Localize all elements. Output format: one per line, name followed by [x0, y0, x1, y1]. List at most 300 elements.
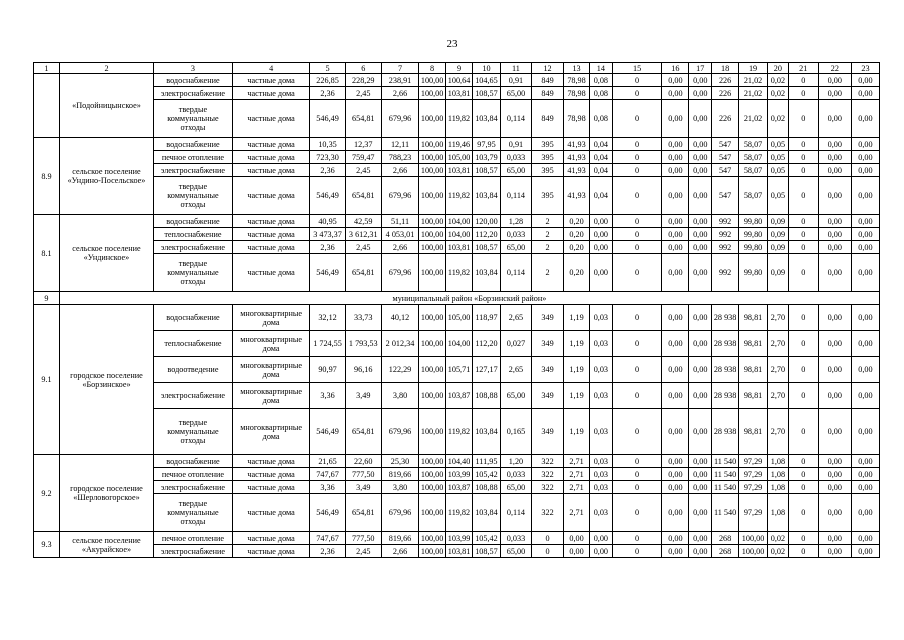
value-cell: 118,97 [472, 305, 500, 331]
value-cell: 100,00 [419, 455, 446, 468]
value-cell: 0,04 [589, 151, 612, 164]
value-cell: 349 [532, 383, 564, 409]
district-number: 9 [34, 292, 60, 305]
service-type: электроснабжение [154, 164, 233, 177]
value-cell: 100,00 [419, 357, 446, 383]
value-cell: 322 [532, 468, 564, 481]
table-body [34, 63, 880, 558]
value-cell: 1,28 [500, 215, 531, 228]
value-cell: 103,79 [472, 151, 500, 164]
value-cell: 0,00 [662, 254, 689, 292]
value-cell: 0,00 [662, 468, 689, 481]
value-cell: 0,04 [589, 138, 612, 151]
value-cell: 0,00 [662, 241, 689, 254]
housing-type: многоквартирные дома [232, 383, 310, 409]
value-cell: 723,30 [310, 151, 345, 164]
value-cell: 0,09 [768, 254, 789, 292]
value-cell: 0 [612, 215, 662, 228]
settlement-name: городское поселение «Борзинское» [59, 305, 153, 455]
value-cell: 0 [612, 545, 662, 558]
value-cell: 119,82 [446, 254, 473, 292]
value-cell: 679,96 [381, 409, 418, 455]
value-cell: 0,00 [662, 481, 689, 494]
value-cell: 0,00 [851, 468, 879, 481]
column-number: 1 [34, 63, 60, 74]
value-cell: 0,00 [818, 151, 851, 164]
value-cell: 0,03 [589, 357, 612, 383]
service-type: печное отопление [154, 151, 233, 164]
value-cell: 395 [532, 138, 564, 151]
service-type: водоотведение [154, 357, 233, 383]
value-cell: 546,49 [310, 177, 345, 215]
value-cell: 2,45 [345, 545, 381, 558]
value-cell: 105,42 [472, 468, 500, 481]
value-cell: 2,66 [381, 241, 418, 254]
value-cell: 103,81 [446, 164, 473, 177]
housing-type: многоквартирные дома [232, 357, 310, 383]
value-cell: 1,19 [564, 383, 590, 409]
value-cell: 3,36 [310, 383, 345, 409]
row-number: 8.9 [34, 138, 60, 215]
value-cell: 679,96 [381, 100, 418, 138]
value-cell: 100,00 [419, 228, 446, 241]
value-cell: 0,09 [768, 241, 789, 254]
value-cell: 0,00 [818, 228, 851, 241]
value-cell: 0,00 [662, 455, 689, 468]
housing-type: частные дома [232, 254, 310, 292]
value-cell: 0,033 [500, 532, 531, 545]
column-number: 22 [818, 63, 851, 74]
value-cell: 104,00 [446, 331, 473, 357]
value-cell: 2,65 [500, 305, 531, 331]
value-cell: 100,64 [446, 74, 473, 87]
value-cell: 849 [532, 74, 564, 87]
value-cell: 2,36 [310, 241, 345, 254]
value-cell: 11 540 [712, 455, 739, 468]
value-cell: 0 [788, 138, 818, 151]
value-cell: 98,81 [739, 383, 768, 409]
value-cell: 0,00 [689, 468, 712, 481]
district-row [34, 292, 880, 305]
value-cell: 2,70 [768, 331, 789, 357]
column-number-row [34, 63, 880, 74]
service-type: твердые коммунальные отходы [154, 177, 233, 215]
value-cell: 103,81 [446, 241, 473, 254]
value-cell: 849 [532, 87, 564, 100]
value-cell: 2,71 [564, 468, 590, 481]
service-type: электроснабжение [154, 545, 233, 558]
district-title: муниципальный район «Борзинский район» [59, 292, 879, 305]
value-cell: 654,81 [345, 254, 381, 292]
value-cell: 547 [712, 151, 739, 164]
value-cell: 1,19 [564, 305, 590, 331]
value-cell: 65,00 [500, 545, 531, 558]
settlement-name: городское поселение «Шерловогорское» [59, 455, 153, 532]
value-cell: 65,00 [500, 481, 531, 494]
value-cell: 100,00 [419, 138, 446, 151]
value-cell: 322 [532, 481, 564, 494]
value-cell: 0,033 [500, 228, 531, 241]
value-cell: 3,36 [310, 481, 345, 494]
value-cell: 105,00 [446, 305, 473, 331]
column-number: 15 [612, 63, 662, 74]
value-cell: 120,00 [472, 215, 500, 228]
value-cell: 100,00 [419, 494, 446, 532]
service-type: теплоснабжение [154, 331, 233, 357]
service-type: водоснабжение [154, 305, 233, 331]
value-cell: 0,00 [818, 357, 851, 383]
column-number: 14 [589, 63, 612, 74]
value-cell: 103,87 [446, 481, 473, 494]
value-cell: 0 [612, 254, 662, 292]
value-cell: 2,70 [768, 305, 789, 331]
value-cell: 0 [788, 545, 818, 558]
value-cell: 0,00 [689, 494, 712, 532]
value-cell: 654,81 [345, 177, 381, 215]
value-cell: 0 [788, 177, 818, 215]
table-row [34, 151, 880, 164]
value-cell: 2 [532, 228, 564, 241]
value-cell: 103,99 [446, 532, 473, 545]
value-cell: 122,29 [381, 357, 418, 383]
value-cell: 228,29 [345, 74, 381, 87]
value-cell: 0,00 [818, 383, 851, 409]
value-cell: 0,114 [500, 254, 531, 292]
value-cell: 226 [712, 100, 739, 138]
value-cell: 99,80 [739, 228, 768, 241]
table-row [34, 331, 880, 357]
value-cell: 0,02 [768, 532, 789, 545]
value-cell: 0,00 [818, 100, 851, 138]
value-cell: 100,00 [419, 215, 446, 228]
value-cell: 0,00 [662, 532, 689, 545]
housing-type: многоквартирные дома [232, 331, 310, 357]
column-number: 18 [712, 63, 739, 74]
value-cell: 2,65 [500, 357, 531, 383]
value-cell: 100,00 [419, 545, 446, 558]
value-cell: 100,00 [419, 254, 446, 292]
value-cell: 105,71 [446, 357, 473, 383]
value-cell: 103,84 [472, 254, 500, 292]
value-cell: 0,00 [818, 305, 851, 331]
column-number: 16 [662, 63, 689, 74]
value-cell: 0,00 [818, 468, 851, 481]
value-cell: 0,08 [589, 74, 612, 87]
value-cell: 0,00 [689, 357, 712, 383]
value-cell: 100,00 [419, 241, 446, 254]
value-cell: 747,67 [310, 468, 345, 481]
housing-type: частные дома [232, 455, 310, 468]
value-cell: 2,36 [310, 164, 345, 177]
housing-type: многоквартирные дома [232, 305, 310, 331]
value-cell: 0,03 [589, 409, 612, 455]
value-cell: 112,20 [472, 228, 500, 241]
value-cell: 0,03 [589, 383, 612, 409]
value-cell: 0,00 [818, 215, 851, 228]
value-cell: 238,91 [381, 74, 418, 87]
value-cell: 0,00 [689, 151, 712, 164]
column-number: 19 [739, 63, 768, 74]
value-cell: 10,35 [310, 138, 345, 151]
value-cell: 0,00 [851, 215, 879, 228]
value-cell: 0,00 [851, 177, 879, 215]
value-cell: 2,36 [310, 87, 345, 100]
service-type: водоснабжение [154, 138, 233, 151]
housing-type: частные дома [232, 138, 310, 151]
value-cell: 103,99 [446, 468, 473, 481]
service-type: водоснабжение [154, 74, 233, 87]
tariff-table [33, 62, 880, 558]
value-cell: 0,08 [589, 100, 612, 138]
table-row [34, 468, 880, 481]
value-cell: 0 [612, 138, 662, 151]
value-cell: 0,165 [500, 409, 531, 455]
value-cell: 2 [532, 215, 564, 228]
value-cell: 22,60 [345, 455, 381, 468]
value-cell: 0,00 [589, 254, 612, 292]
value-cell: 4 053,01 [381, 228, 418, 241]
table-row [34, 100, 880, 138]
table-row [34, 383, 880, 409]
value-cell: 0,05 [768, 138, 789, 151]
value-cell: 0,00 [851, 228, 879, 241]
value-cell: 0,03 [589, 331, 612, 357]
value-cell: 0 [788, 100, 818, 138]
value-cell: 103,84 [472, 177, 500, 215]
value-cell: 395 [532, 177, 564, 215]
value-cell: 0,00 [851, 138, 879, 151]
value-cell: 51,11 [381, 215, 418, 228]
value-cell: 0,00 [662, 100, 689, 138]
value-cell: 0 [788, 254, 818, 292]
value-cell: 96,16 [345, 357, 381, 383]
value-cell: 0 [612, 468, 662, 481]
value-cell: 654,81 [345, 100, 381, 138]
value-cell: 78,98 [564, 100, 590, 138]
value-cell: 0,00 [689, 331, 712, 357]
value-cell: 100,00 [419, 532, 446, 545]
value-cell: 119,82 [446, 409, 473, 455]
service-type: электроснабжение [154, 481, 233, 494]
value-cell: 0,00 [851, 532, 879, 545]
value-cell: 992 [712, 228, 739, 241]
housing-type: частные дома [232, 151, 310, 164]
value-cell: 78,98 [564, 87, 590, 100]
value-cell: 1,19 [564, 331, 590, 357]
value-cell: 0,00 [564, 545, 590, 558]
value-cell: 97,29 [739, 481, 768, 494]
value-cell: 0 [612, 151, 662, 164]
value-cell: 98,81 [739, 331, 768, 357]
value-cell: 0,09 [768, 215, 789, 228]
value-cell: 65,00 [500, 164, 531, 177]
value-cell: 108,57 [472, 545, 500, 558]
table-row [34, 532, 880, 545]
housing-type: частные дома [232, 545, 310, 558]
service-type: электроснабжение [154, 383, 233, 409]
row-number [34, 74, 60, 138]
value-cell: 99,80 [739, 241, 768, 254]
value-cell: 28 938 [712, 383, 739, 409]
housing-type: частные дома [232, 74, 310, 87]
value-cell: 226 [712, 87, 739, 100]
value-cell: 0,00 [851, 305, 879, 331]
value-cell: 0,00 [851, 74, 879, 87]
value-cell: 58,07 [739, 151, 768, 164]
value-cell: 0,00 [689, 254, 712, 292]
value-cell: 547 [712, 164, 739, 177]
value-cell: 0,00 [662, 138, 689, 151]
value-cell: 0,91 [500, 138, 531, 151]
value-cell: 127,17 [472, 357, 500, 383]
value-cell: 759,47 [345, 151, 381, 164]
value-cell: 0 [612, 409, 662, 455]
column-number: 17 [689, 63, 712, 74]
value-cell: 0 [788, 383, 818, 409]
value-cell: 100,00 [419, 331, 446, 357]
value-cell: 0,00 [662, 331, 689, 357]
value-cell: 0,02 [768, 545, 789, 558]
value-cell: 1,08 [768, 481, 789, 494]
value-cell: 0,00 [818, 87, 851, 100]
value-cell: 0 [612, 228, 662, 241]
table-row [34, 87, 880, 100]
value-cell: 0,00 [589, 228, 612, 241]
value-cell: 21,02 [739, 74, 768, 87]
value-cell: 2,71 [564, 494, 590, 532]
value-cell: 0,00 [662, 228, 689, 241]
value-cell: 65,00 [500, 87, 531, 100]
value-cell: 105,42 [472, 532, 500, 545]
table-row [34, 254, 880, 292]
value-cell: 0,00 [689, 177, 712, 215]
value-cell: 349 [532, 331, 564, 357]
value-cell: 119,82 [446, 177, 473, 215]
value-cell: 12,11 [381, 138, 418, 151]
column-number: 4 [232, 63, 310, 74]
value-cell: 104,40 [446, 455, 473, 468]
value-cell: 679,96 [381, 254, 418, 292]
value-cell: 21,02 [739, 100, 768, 138]
table-row [34, 74, 880, 87]
value-cell: 104,00 [446, 215, 473, 228]
value-cell: 98,81 [739, 357, 768, 383]
value-cell: 0 [788, 532, 818, 545]
value-cell: 0,114 [500, 177, 531, 215]
value-cell: 0 [788, 228, 818, 241]
value-cell: 0,00 [689, 74, 712, 87]
table-row [34, 357, 880, 383]
value-cell: 0,91 [500, 74, 531, 87]
value-cell: 108,57 [472, 241, 500, 254]
value-cell: 0 [612, 305, 662, 331]
service-type: твердые коммунальные отходы [154, 494, 233, 532]
value-cell: 1,20 [500, 455, 531, 468]
value-cell: 2,45 [345, 164, 381, 177]
value-cell: 0,00 [564, 532, 590, 545]
value-cell: 0,114 [500, 494, 531, 532]
value-cell: 0 [788, 455, 818, 468]
value-cell: 0,00 [818, 532, 851, 545]
value-cell: 1,08 [768, 468, 789, 481]
value-cell: 119,46 [446, 138, 473, 151]
value-cell: 0,00 [818, 455, 851, 468]
value-cell: 65,00 [500, 241, 531, 254]
value-cell: 0,033 [500, 468, 531, 481]
value-cell: 0,00 [851, 545, 879, 558]
value-cell: 108,57 [472, 87, 500, 100]
value-cell: 41,93 [564, 151, 590, 164]
column-number: 6 [345, 63, 381, 74]
value-cell: 654,81 [345, 409, 381, 455]
value-cell: 0,09 [768, 228, 789, 241]
value-cell: 0,00 [689, 383, 712, 409]
value-cell: 0,114 [500, 100, 531, 138]
value-cell: 0,00 [662, 545, 689, 558]
value-cell: 0,00 [689, 164, 712, 177]
table-row [34, 455, 880, 468]
value-cell: 0,00 [818, 254, 851, 292]
service-type: печное отопление [154, 532, 233, 545]
table-row [34, 494, 880, 532]
value-cell: 747,67 [310, 532, 345, 545]
value-cell: 0,00 [662, 74, 689, 87]
service-type: электроснабжение [154, 87, 233, 100]
value-cell: 2,70 [768, 357, 789, 383]
value-cell: 2 [532, 254, 564, 292]
value-cell: 679,96 [381, 494, 418, 532]
column-number: 23 [851, 63, 879, 74]
value-cell: 322 [532, 494, 564, 532]
value-cell: 0,02 [768, 74, 789, 87]
value-cell: 0,03 [589, 468, 612, 481]
housing-type: частные дома [232, 481, 310, 494]
value-cell: 97,29 [739, 468, 768, 481]
value-cell: 1 724,55 [310, 331, 345, 357]
settlement-name: «Подойницынское» [59, 74, 153, 138]
value-cell: 99,80 [739, 215, 768, 228]
value-cell: 0 [788, 357, 818, 383]
value-cell: 0,00 [589, 215, 612, 228]
value-cell: 40,12 [381, 305, 418, 331]
value-cell: 0,00 [851, 383, 879, 409]
value-cell: 0,20 [564, 241, 590, 254]
service-type: твердые коммунальные отходы [154, 409, 233, 455]
value-cell: 97,95 [472, 138, 500, 151]
value-cell: 1,19 [564, 409, 590, 455]
value-cell: 28 938 [712, 357, 739, 383]
value-cell: 0 [788, 241, 818, 254]
value-cell: 0 [612, 164, 662, 177]
value-cell: 41,93 [564, 177, 590, 215]
housing-type: частные дома [232, 241, 310, 254]
value-cell: 395 [532, 164, 564, 177]
value-cell: 0,00 [662, 357, 689, 383]
value-cell: 2,66 [381, 87, 418, 100]
service-type: твердые коммунальные отходы [154, 100, 233, 138]
value-cell: 78,98 [564, 74, 590, 87]
value-cell: 0 [612, 357, 662, 383]
value-cell: 849 [532, 100, 564, 138]
value-cell: 395 [532, 151, 564, 164]
value-cell: 0,00 [662, 164, 689, 177]
value-cell: 3 612,31 [345, 228, 381, 241]
value-cell: 2,70 [768, 383, 789, 409]
value-cell: 3,80 [381, 481, 418, 494]
value-cell: 0,027 [500, 331, 531, 357]
value-cell: 0,00 [851, 481, 879, 494]
value-cell: 0 [532, 532, 564, 545]
